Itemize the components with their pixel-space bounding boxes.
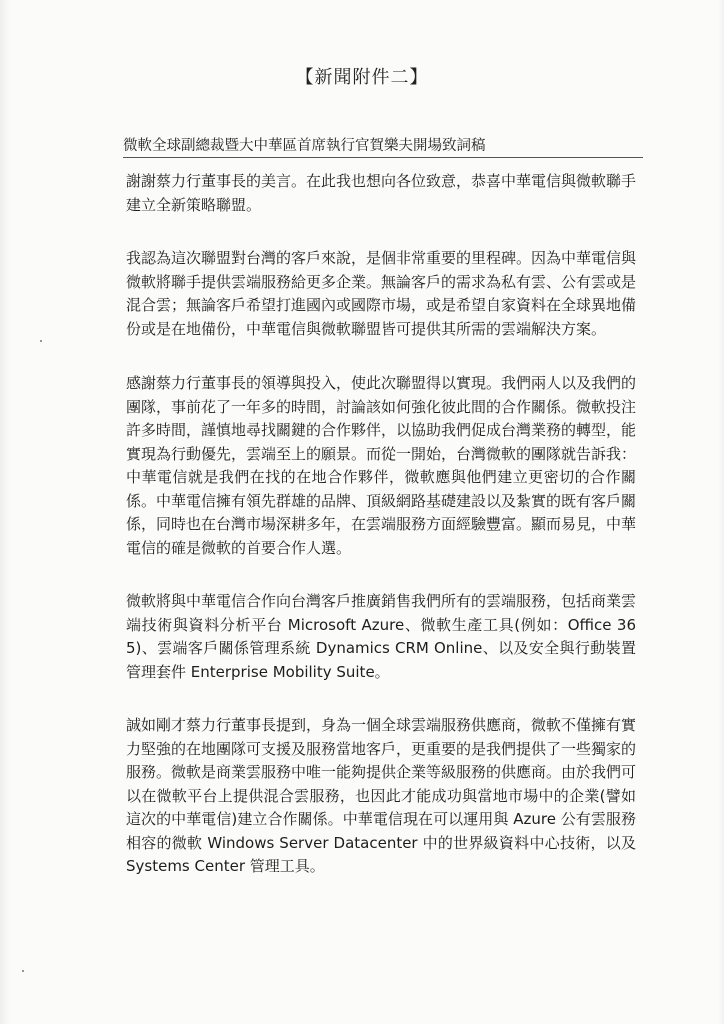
scan-edge-shadow-right [718, 0, 724, 1024]
scan-speck [22, 970, 24, 972]
speech-body [126, 170, 636, 911]
paragraph-2: 我認為這次聯盟對台灣的客戶來說，是個非常重要的里程碑。因為中華電信與微軟將聯手提供雲端服務給更多企業。無論客戶的需求為私有雲、公有雲或是混合雲；無論客戶希望打進國內或國際市場，或是希望自家資料在全球異地備份或是在地備份，中華電信與微軟聯盟皆可提供其所需的雲端解決方案。 [126, 249, 637, 338]
scan-edge-shadow-left [0, 0, 10, 1024]
speech-title: 微軟全球副總裁暨大中華區首席執行官賀樂夫開場致詞稿 [123, 135, 643, 158]
attachment-label: 【新聞附件二】 [295, 67, 429, 88]
scan-speck [40, 340, 42, 342]
paragraph-4: 微軟將與中華電信合作向台灣客戶推廣銷售我們所有的雲端服務，包括商業雲端技術與資料分析平台 Microsoft Azure、微軟生產工具(例如：Office 365)、雲端客戶關係管理系統 Dynamics CRM Online、以及安全與行動裝置管理套件 Enterprise Mobility Suite。 [126, 592, 637, 681]
paragraph-1: 謝謝蔡力行董事長的美言。在此我也想向各位致意，恭喜中華電信與微軟聯手建立全新策略聯盟。 [126, 172, 637, 214]
paragraph-3: 感謝蔡力行董事長的領導與投入，使此次聯盟得以實現。我們兩人以及我們的團隊，事前花了一年多的時間，討論該如何強化彼此間的合作關係。微軟投注許多時間，謹慎地尋找關鍵的合作夥伴，以協助我們促成台灣業務的轉型，能實現為行動優先，雲端至上的願景。而從一開始，台灣微軟的團隊就告訴我：中華電信就是我們在找的在地合作夥伴，微軟應與他們建立更密切的合作關係。中華電信擁有領先群雄的品牌、頂級網路基礎建設以及紮實的既有客戶關係，同時也在台灣市場深耕多年，在雲端服務方面經驗豐富。顯而易見，中華電信的確是微軟的首要合作人選。 [126, 374, 637, 557]
paragraph-5: 誠如剛才蔡力行董事長提到，身為一個全球雲端服務供應商，微軟不僅擁有實力堅強的在地團隊可支援及服務當地客戶，更重要的是我們提供了一些獨家的服務。微軟是商業雲服務中唯一能夠提供企業等級服務的供應商。由於我們可以在微軟平台上提供混合雲服務，也因此才能成功與當地市場中的企業(譬如這次的中華電信)建立合作關係。中華電信現在可以運用與 Azure 公有雲服務相容的微軟 Windows Server Datacenter 中的世界級資料中心技術，以及 Systems Center 管理工具。 [126, 716, 637, 875]
